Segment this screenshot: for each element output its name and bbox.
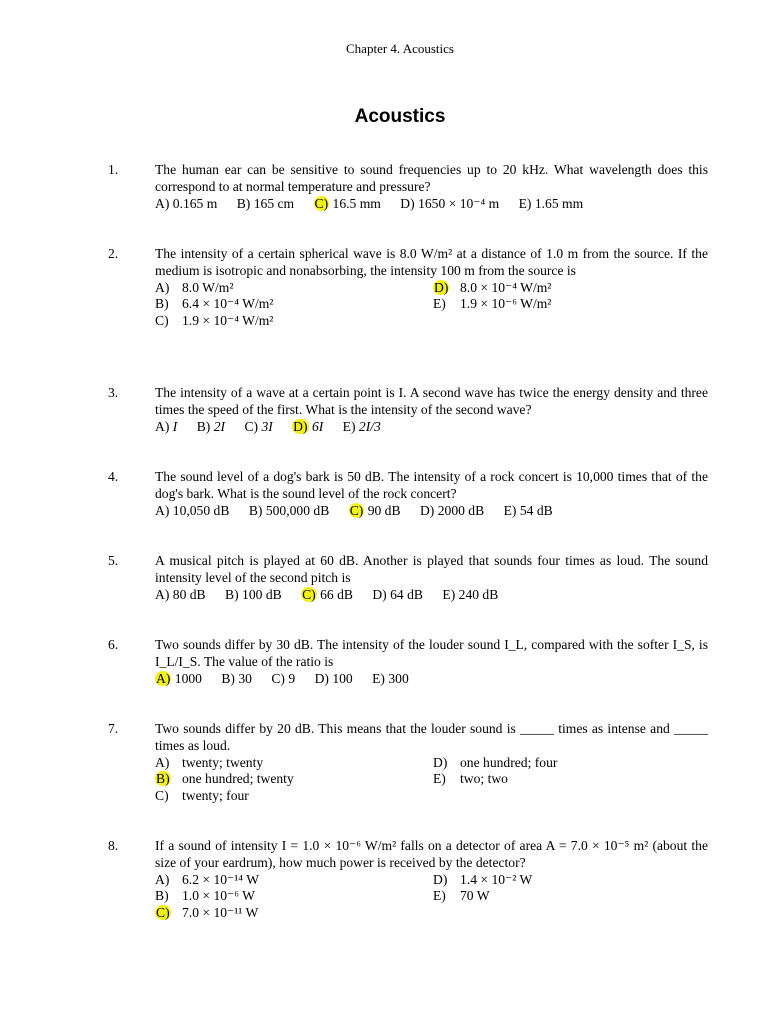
- option-a: A) 1000: [156, 670, 202, 686]
- option-c: C) twenty; four: [155, 788, 249, 804]
- question-number: 1.: [108, 162, 119, 177]
- answer-highlight: C): [156, 905, 170, 921]
- option-b: B) 500,000 dB: [248, 502, 330, 518]
- option-c: C) 66 dB: [302, 586, 353, 602]
- option-e: E) two; two: [433, 771, 508, 787]
- option-row: [155, 587, 708, 604]
- option-grid: [155, 755, 708, 805]
- answer-highlight: C): [349, 502, 364, 518]
- answer-highlight: A): [156, 670, 171, 686]
- option-e: E) 1.65 mm: [518, 195, 584, 211]
- option-e: E) 240 dB: [442, 586, 499, 602]
- option-a: A) I: [155, 418, 178, 434]
- answer-highlight: D): [293, 418, 308, 434]
- answer-highlight: C): [302, 586, 316, 602]
- option-row: [155, 671, 708, 688]
- option-b: B) 165 cm: [236, 195, 295, 211]
- option-d: D) 64 dB: [372, 586, 423, 602]
- question-stem: Two sounds differ by 30 dB. The intensity of the louder sound I_L, compared with the softer I_S, is I_L/I_S. The value of the ratio is: [155, 637, 708, 669]
- question-stem: A musical pitch is played at 60 dB. Another is played that sounds four times as loud. The sound intensity level of the second pitch is: [155, 553, 708, 585]
- option-b: B) 30: [221, 670, 252, 686]
- option-row: [155, 196, 708, 213]
- answer-highlight: B): [156, 771, 170, 787]
- question-number: 7.: [108, 721, 119, 736]
- option-d: D) 1.4 × 10⁻² W: [433, 871, 533, 887]
- option-e: E) 1.9 × 10⁻⁶ W/m²: [433, 296, 552, 312]
- option-d: D) 1650 × 10⁻⁴ m: [400, 195, 500, 211]
- question-number: 8.: [108, 838, 119, 853]
- option-e: E) 54 dB: [503, 502, 553, 518]
- question-number: 5.: [108, 553, 119, 568]
- question-stem: If a sound of intensity I = 1.0 × 10⁻⁶ W/m² falls on a detector of area A = 7.0 × 10⁻⁵ m² (about the size of your eardrum), how much power is received by the detector?: [155, 838, 708, 870]
- question-stem: The sound level of a dog's bark is 50 dB. The intensity of a rock concert is 10,000 times that of the dog's bark. What is the sound level of the rock concert?: [155, 469, 708, 501]
- option-grid: [155, 872, 708, 922]
- question-1: [108, 162, 708, 212]
- option-a: A) 80 dB: [155, 586, 206, 602]
- option-b: B) 2I: [196, 418, 226, 434]
- question-8: [108, 838, 708, 922]
- question-number: 6.: [108, 637, 119, 652]
- option-a: A) 8.0 W/m²: [155, 279, 234, 295]
- question-number: 2.: [108, 246, 119, 261]
- option-c: C) 3I: [244, 418, 273, 434]
- question-5: [108, 553, 708, 603]
- question-7: [108, 721, 708, 805]
- option-c: C) 90 dB: [349, 502, 401, 518]
- option-b: B) 1.0 × 10⁻⁶ W: [155, 888, 255, 904]
- option-d: D) 2000 dB: [419, 502, 485, 518]
- option-d: D) 100: [314, 670, 353, 686]
- question-number: 4.: [108, 469, 119, 484]
- question-2: [108, 246, 708, 330]
- option-a: A) 0.165 m: [155, 195, 218, 211]
- option-e: E) 2I/3: [342, 418, 381, 434]
- question-stem: The intensity of a wave at a certain point is I. A second wave has twice the energy density and three times the speed of the first. What is the intensity of the second wave?: [155, 385, 708, 417]
- option-b: B) one hundred; twenty: [156, 771, 294, 787]
- option-d: D) 6I: [293, 418, 324, 434]
- answer-highlight: C): [314, 195, 329, 211]
- running-header: Chapter 4. Acoustics: [346, 41, 454, 56]
- option-c: C) 9: [271, 670, 296, 686]
- option-c: C) 7.0 × 10⁻¹¹ W: [156, 905, 259, 921]
- option-c: C) 1.9 × 10⁻⁴ W/m²: [155, 313, 274, 329]
- answer-highlight: D): [434, 279, 449, 295]
- option-d: D) 8.0 × 10⁻⁴ W/m²: [434, 279, 552, 295]
- question-number: 3.: [108, 385, 119, 400]
- question-stem: Two sounds differ by 20 dB. This means that the louder sound is _____ times as intense and _____ times as loud.: [155, 721, 708, 753]
- option-c: C) 16.5 mm: [314, 195, 381, 211]
- option-a: A) twenty; twenty: [155, 754, 264, 770]
- page-title: Acoustics: [354, 106, 446, 127]
- question-stem: The intensity of a certain spherical wave is 8.0 W/m² at a distance of 1.0 m from the source. If the medium is isotropic and nonabsorbing, the intensity 100 m from the source is: [155, 246, 708, 278]
- option-b: B) 100 dB: [225, 586, 282, 602]
- option-row: [155, 503, 708, 520]
- option-row: [155, 419, 708, 436]
- option-b: B) 6.4 × 10⁻⁴ W/m²: [155, 296, 274, 312]
- option-e: E) 300: [372, 670, 409, 686]
- question-stem: The human ear can be sensitive to sound frequencies up to 20 kHz. What wavelength does this correspond to at normal temperature and pressure?: [155, 162, 708, 194]
- question-6: [108, 637, 708, 687]
- question-4: [108, 469, 708, 519]
- option-grid: [155, 280, 708, 330]
- option-e: E) 70 W: [433, 888, 490, 904]
- question-3: [108, 385, 708, 435]
- option-d: D) one hundred; four: [433, 754, 558, 770]
- option-a: A) 6.2 × 10⁻¹⁴ W: [155, 871, 260, 887]
- option-a: A) 10,050 dB: [155, 502, 230, 518]
